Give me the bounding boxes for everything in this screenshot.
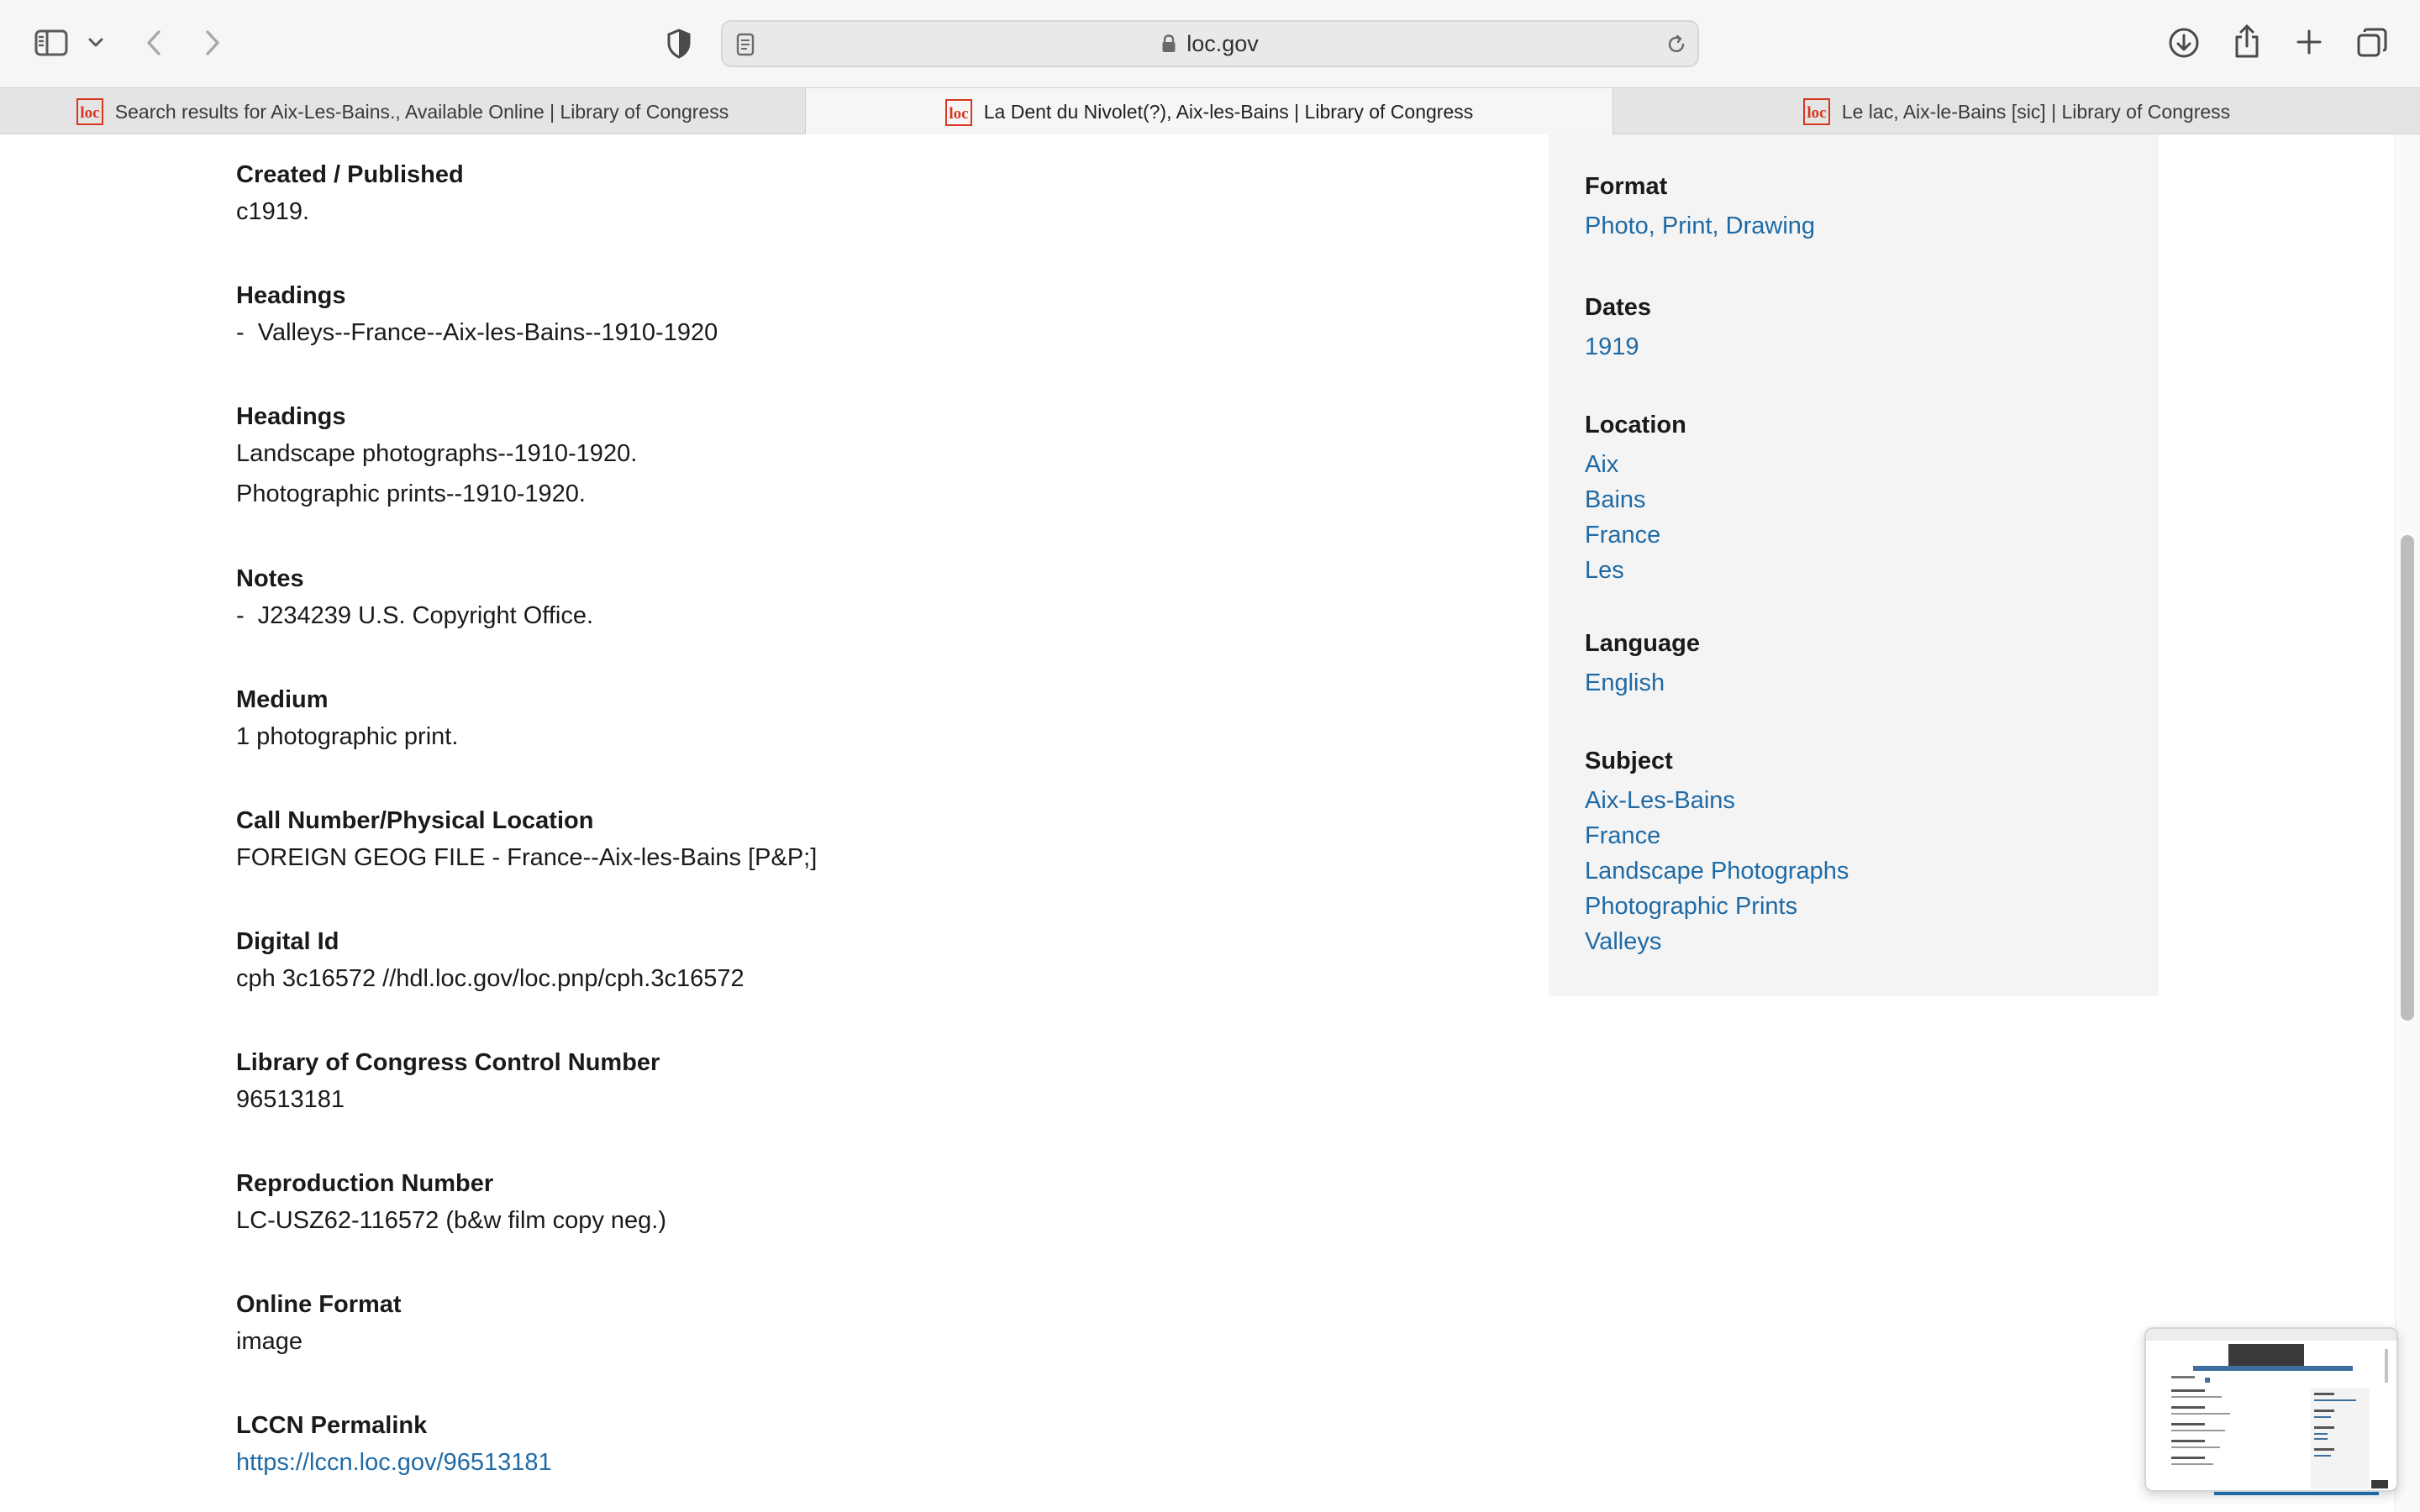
facet-link[interactable]: Photographic Prints xyxy=(1585,893,1798,920)
facets-sidebar xyxy=(1549,134,2159,996)
browser-toolbar xyxy=(0,0,2420,87)
facet-label: Subject xyxy=(1585,748,1673,774)
loc-favicon-icon xyxy=(945,99,972,126)
field-lccn xyxy=(236,1046,660,1120)
lock-icon xyxy=(1161,34,1176,53)
field-label: Headings xyxy=(236,282,346,309)
facet-subject xyxy=(1585,744,1849,959)
facet-link[interactable]: Aix-Les-Bains xyxy=(1585,787,1735,814)
field-headings-photographs xyxy=(236,400,637,515)
download-icon[interactable] xyxy=(2166,25,2202,60)
field-label: Medium xyxy=(236,686,329,713)
thumbnail-preview-image xyxy=(2146,1329,2398,1492)
field-headings-valleys xyxy=(236,279,718,353)
field-label: LCCN Permalink xyxy=(236,1412,428,1439)
field-value: FOREIGN GEOG FILE - France--Aix-les-Bains [P&P;] xyxy=(236,844,818,871)
facet-label: Format xyxy=(1585,173,1668,200)
facet-dates xyxy=(1585,291,1651,365)
thumbnail-highlight-bar xyxy=(2214,1492,2379,1495)
facet-link[interactable]: France xyxy=(1585,522,1661,549)
field-value-line: Landscape photographs--1910-1920. xyxy=(236,440,638,467)
facet-link[interactable]: Photo, Print, Drawing xyxy=(1585,213,1816,239)
chevron-down-icon[interactable] xyxy=(84,32,108,54)
field-value: - J234239 U.S. Copyright Office. xyxy=(236,602,594,629)
scrollbar-thumb[interactable] xyxy=(2401,535,2414,1021)
field-call-number xyxy=(236,804,817,878)
facet-language xyxy=(1585,627,1700,701)
facet-format xyxy=(1585,170,1815,244)
tab-search-results[interactable] xyxy=(0,88,805,135)
field-label: Created / Published xyxy=(236,161,464,188)
facet-link[interactable]: English xyxy=(1585,669,1665,696)
field-label: Call Number/Physical Location xyxy=(236,807,594,834)
tab-title: Search results for Aix-Les-Bains., Available Online | Library of Congress xyxy=(114,100,729,123)
field-value: image xyxy=(236,1328,302,1355)
page-content xyxy=(0,134,2420,1512)
loc-favicon-icon xyxy=(1803,98,1830,125)
address-bar[interactable] xyxy=(721,20,1699,67)
field-reproduction-number xyxy=(236,1167,666,1241)
screenshot-thumbnail[interactable] xyxy=(2144,1327,2398,1492)
url-text: loc.gov xyxy=(1186,30,1259,56)
field-lccn-permalink xyxy=(236,1409,552,1483)
field-created-published xyxy=(236,158,464,232)
field-value: 96513181 xyxy=(236,1086,345,1113)
facet-link[interactable]: 1919 xyxy=(1585,333,1639,360)
facet-label: Location xyxy=(1585,412,1686,438)
field-value: cph 3c16572 //hdl.loc.gov/loc.pnp/cph.3c16572 xyxy=(236,965,744,992)
permalink-link[interactable]: https://lccn.loc.gov/96513181 xyxy=(236,1449,552,1476)
facet-label: Dates xyxy=(1585,294,1651,321)
field-label: Library of Congress Control Number xyxy=(236,1049,660,1076)
field-online-format xyxy=(236,1288,402,1362)
facet-label: Language xyxy=(1585,630,1700,657)
tab-title: Le lac, Aix-le-Bains [sic] | Library of Congress xyxy=(1841,100,2231,123)
field-notes xyxy=(236,562,593,636)
tab-overview-icon[interactable] xyxy=(2354,25,2390,60)
field-label: Digital Id xyxy=(236,928,339,955)
tab-la-dent-du-nivolet[interactable] xyxy=(805,88,1613,136)
facet-link[interactable]: Les xyxy=(1585,557,1624,584)
facet-link[interactable]: Valleys xyxy=(1585,928,1662,955)
back-arrow-icon[interactable] xyxy=(139,27,168,59)
facet-link[interactable]: Landscape Photographs xyxy=(1585,858,1849,885)
sidebar-toggle-icon[interactable] xyxy=(32,27,71,59)
field-digital-id xyxy=(236,925,744,999)
field-label: Notes xyxy=(236,565,304,592)
field-label: Reproduction Number xyxy=(236,1170,494,1197)
share-icon[interactable] xyxy=(2230,22,2264,60)
field-value: c1919. xyxy=(236,198,310,225)
new-tab-plus-icon[interactable] xyxy=(2292,25,2326,59)
field-medium xyxy=(236,683,458,757)
tab-title: La Dent du Nivolet(?), Aix-les-Bains | Library of Congress xyxy=(983,101,1474,123)
field-value: LC-USZ62-116572 (b&w film copy neg.) xyxy=(236,1207,667,1234)
tab-le-lac[interactable] xyxy=(1613,88,2420,135)
forward-arrow-icon[interactable] xyxy=(198,27,227,59)
url-display[interactable] xyxy=(723,22,1697,66)
loc-favicon-icon xyxy=(76,98,103,125)
facet-location xyxy=(1585,408,1686,588)
tab-bar xyxy=(0,87,2420,134)
privacy-shield-icon[interactable] xyxy=(664,27,694,60)
facet-link[interactable]: Aix xyxy=(1585,451,1619,478)
facet-link[interactable]: Bains xyxy=(1585,486,1646,513)
field-value: 1 photographic print. xyxy=(236,723,459,750)
svg-text:loc: loc xyxy=(1807,104,1827,122)
field-label: Headings xyxy=(236,403,346,430)
field-value: - Valleys--France--Aix-les-Bains--1910-1920 xyxy=(236,319,718,346)
svg-text:loc: loc xyxy=(949,104,969,123)
field-value-line: Photographic prints--1910-1920. xyxy=(236,480,586,507)
reload-icon[interactable] xyxy=(1664,32,1689,57)
field-label: Online Format xyxy=(236,1291,402,1318)
facet-link[interactable]: France xyxy=(1585,822,1661,849)
svg-text:loc: loc xyxy=(80,104,100,122)
